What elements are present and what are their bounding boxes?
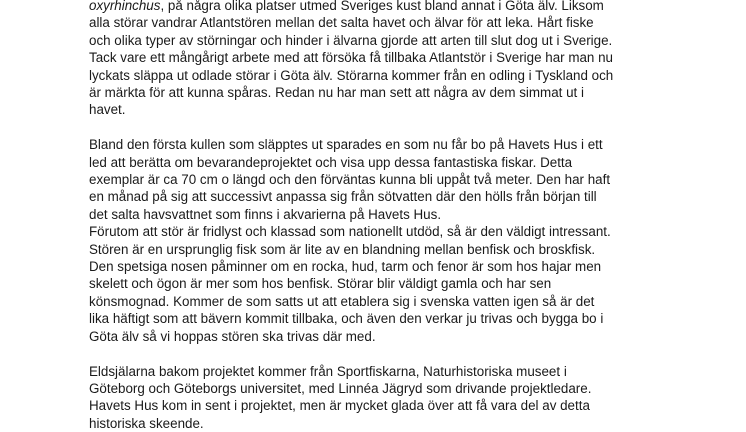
text-run: historiska skeende. [89, 416, 204, 431]
text-run: Förutom att stör är fridlyst och klassad som nationellt utdöd, så är den väldigt intressant. [89, 224, 611, 239]
text-run: och olika typer av störningar och hinder i älvarna gjorde att arten till slut dog ut i Sverige. [89, 33, 612, 48]
text-run: , på några olika platser utmed Sveriges kust bland annat i Göta älv. Liksom [160, 0, 603, 13]
text-line [89, 397, 729, 414]
text-run: lika häftigt som att bävern kommit tillbaka, och även den verkar ju trivas och bygga bo i [89, 311, 603, 326]
text-run: lyckats släppa ut odlade störar i Göta älv. Störarna kommer från en odling i Tyskland och [89, 68, 613, 83]
text-line [89, 136, 729, 153]
text-line [89, 32, 729, 49]
text-line [89, 293, 729, 310]
species-name: oxyrhinchus [89, 0, 160, 13]
paragraph [89, 0, 729, 119]
text-line [89, 328, 729, 345]
text-run: alla störar vandrar Atlantstören mellan det salta havet och älvar för att leka. Hårt fiske [89, 15, 594, 30]
text-line [89, 188, 729, 205]
paragraph-gap [89, 345, 729, 362]
text-line [89, 415, 729, 432]
text-run: Stören är en ursprunglig fisk som är lite av en blandning mellan benfisk och broskfisk. [89, 242, 595, 257]
text-line [89, 241, 729, 258]
text-line [89, 84, 729, 101]
text-line [89, 67, 729, 84]
text-run: led att berätta om bevarandeprojektet och visa upp dessa fantastiska fiskar. Detta [89, 155, 572, 170]
text-run: Den spetsiga nosen påminner om en rocka, hud, tarm och fenor är som hos hajar men [89, 259, 601, 274]
text-run: skelett och ögon är mer som hos benfisk. Störar blir väldigt gamla och har sen [89, 276, 551, 291]
paragraph [89, 136, 729, 345]
text-line [89, 49, 729, 66]
text-run: Havets Hus kom in sent i projektet, men är mycket glada över att få vara del av detta [89, 398, 590, 413]
text-line [89, 310, 729, 327]
text-line [89, 380, 729, 397]
text-line [89, 275, 729, 292]
text-line [89, 206, 729, 223]
text-run: en månad på sig att successivt anpassa sig från sötvatten där den hölls från början till [89, 189, 597, 204]
text-run: är märkta för att kunna spåras. Redan nu har man sett att några av dem simmat ut i [89, 85, 584, 100]
text-run: Tack vare ett mångårigt arbete med att försöka få tillbaka Atlantstör i Sverige har man nu [89, 50, 613, 65]
paragraph [89, 363, 729, 432]
text-line [89, 0, 729, 14]
text-run: Göta älv så vi hoppas stören ska trivas där med. [89, 329, 376, 344]
text-run: Bland den första kullen som släpptes ut sparades en som nu får bo på Havets Hus i ett [89, 137, 603, 152]
text-run: könsmognad. Kommer de som satts ut att etablera sig i svenska vatten igen så är det [89, 294, 594, 309]
text-run: Göteborg och Göteborgs universitet, med Linnéa Jägryd som drivande projektledare. [89, 381, 591, 396]
text-run: havet. [89, 102, 125, 117]
text-run: exemplar är ca 70 cm o längd och den förväntas kunna bli uppåt två meter. Den har haft [89, 172, 610, 187]
text-line [89, 363, 729, 380]
text-line [89, 101, 729, 118]
text-line [89, 171, 729, 188]
text-line [89, 223, 729, 240]
text-line [89, 154, 729, 171]
document-body [89, 0, 729, 432]
text-run: det salta havsvattnet som finns i akvarierna på Havets Hus. [89, 207, 441, 222]
text-line [89, 258, 729, 275]
paragraph-gap [89, 119, 729, 136]
text-run: Eldsjälarna bakom projektet kommer från Sportfiskarna, Naturhistoriska museet i [89, 364, 567, 379]
text-line [89, 14, 729, 31]
